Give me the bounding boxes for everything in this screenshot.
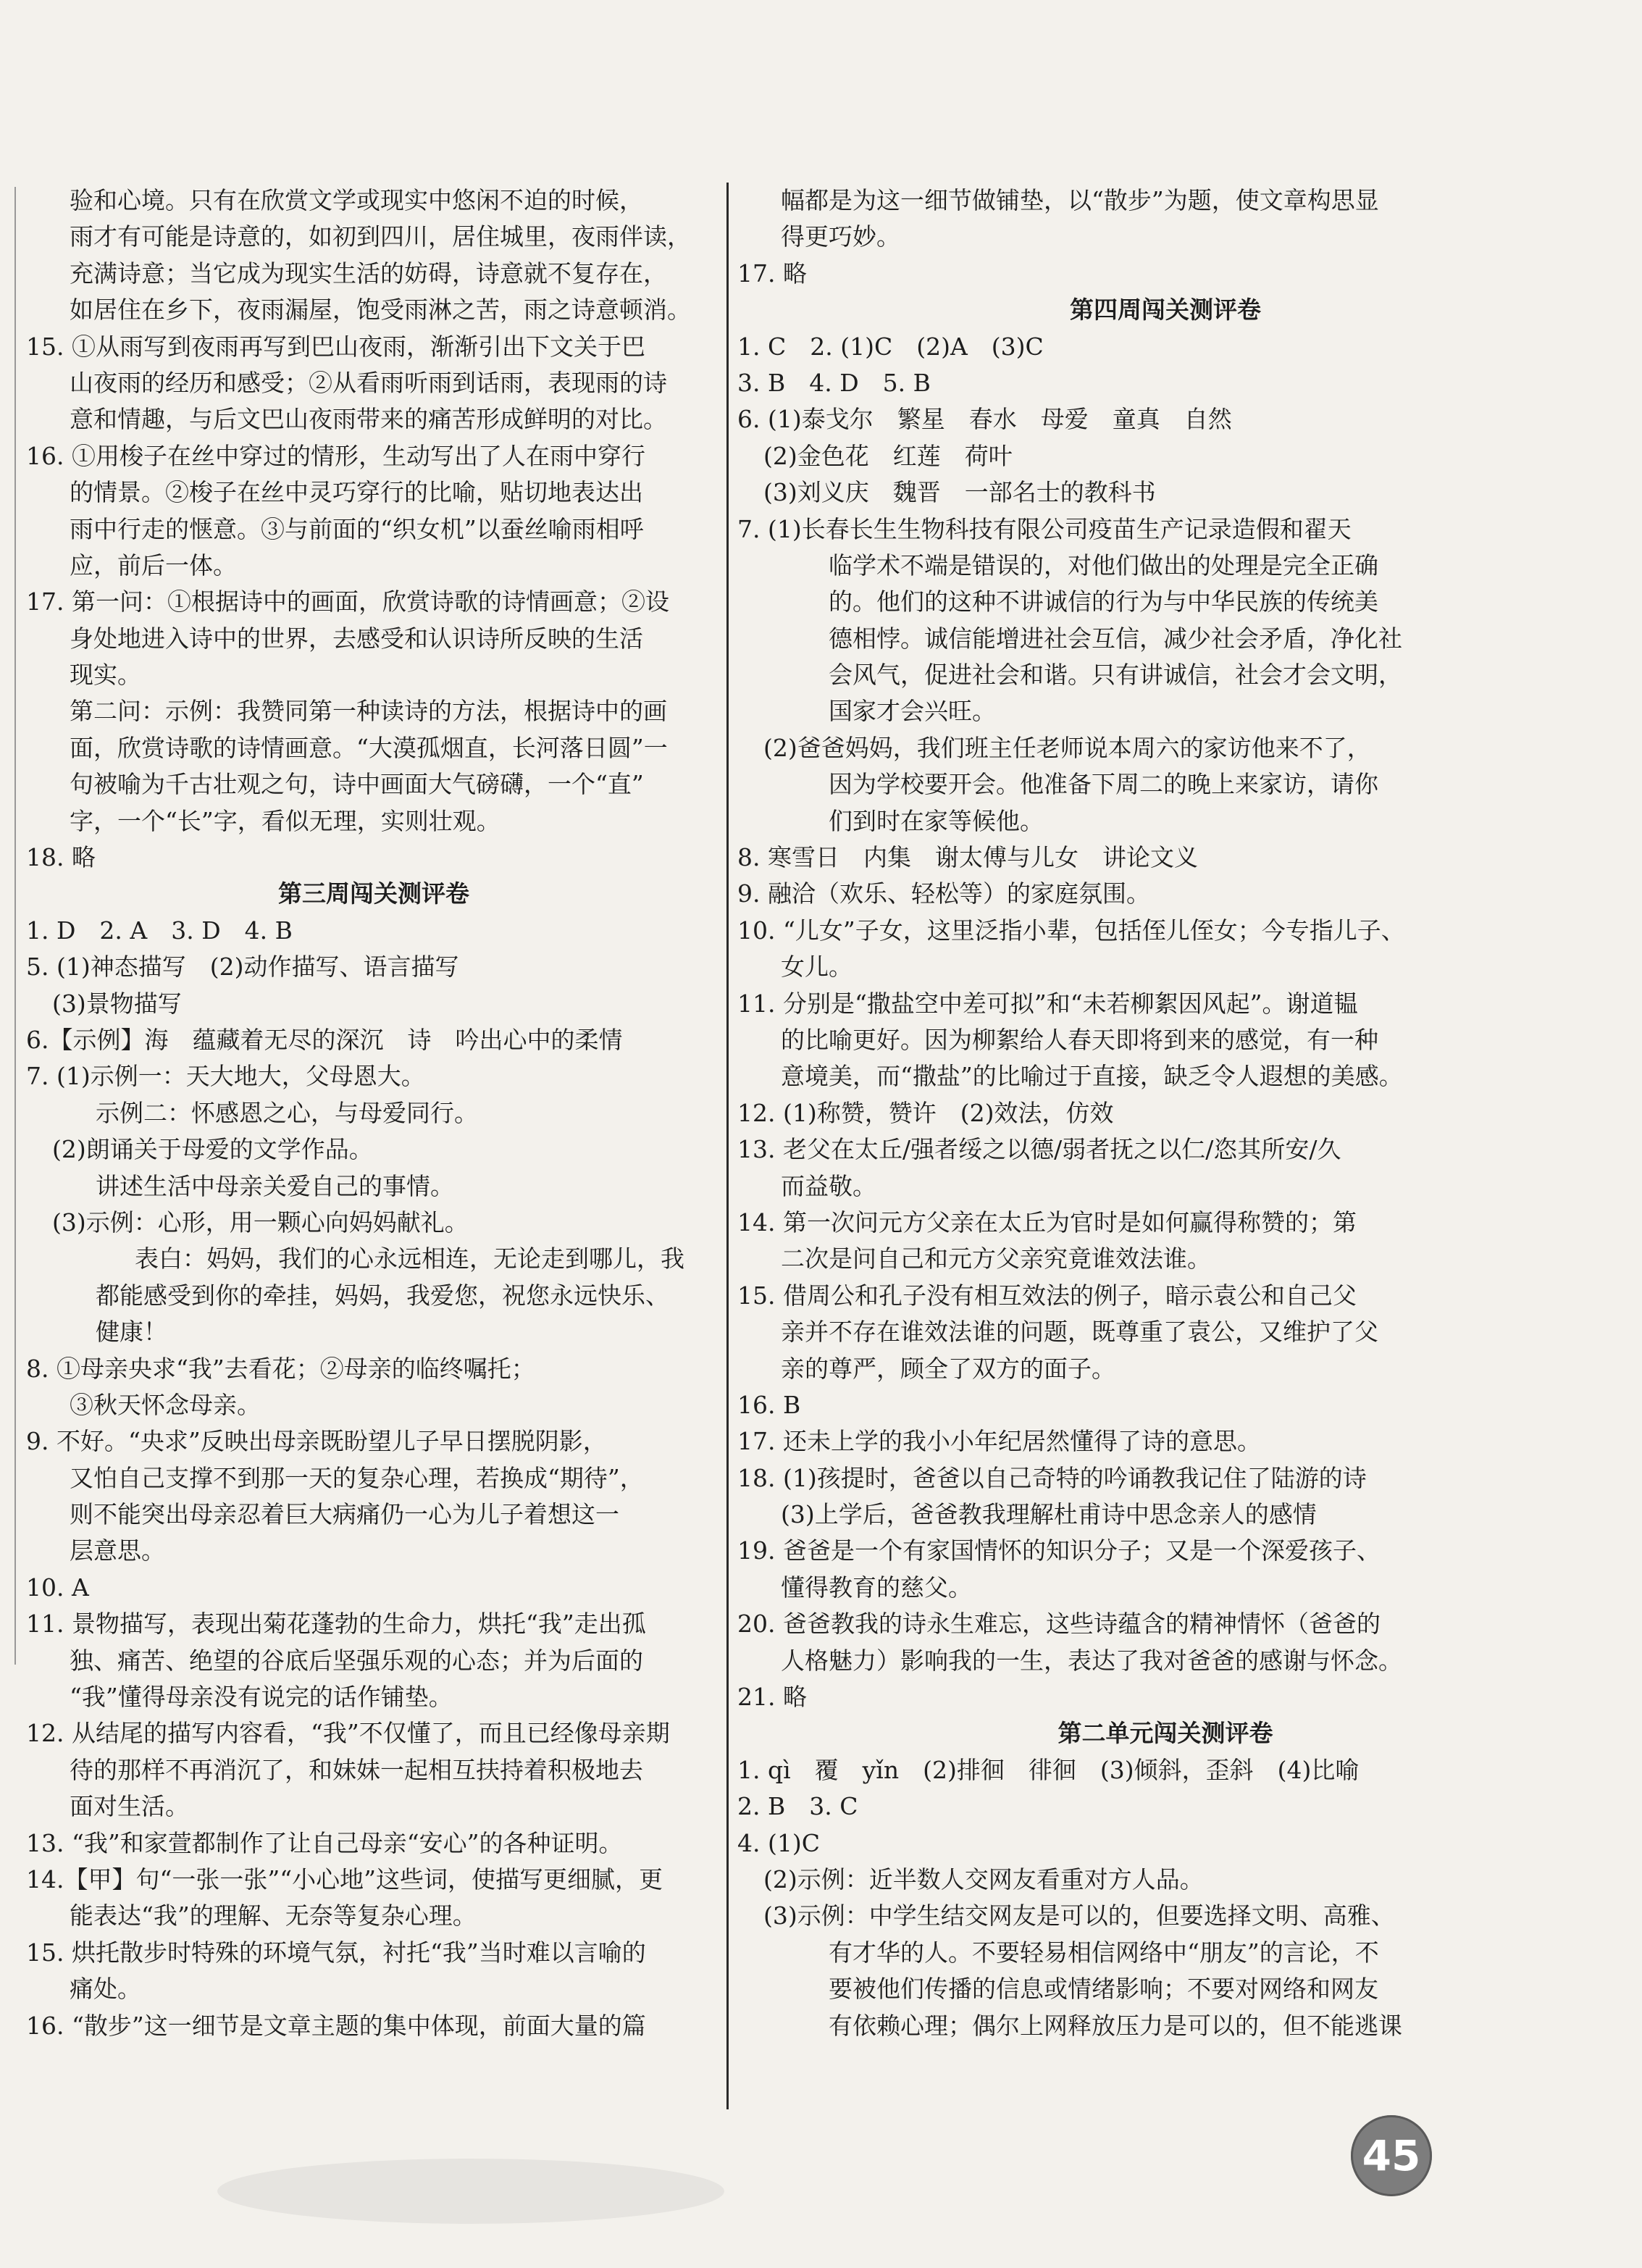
answer-line: 21. 略 [737,1683,807,1712]
answer-line: 13. “我”和家萱都制作了让自己母亲“安心”的各种证明。 [26,1828,623,1857]
answer-line: 8. ①母亲央求“我”去看花；②母亲的临终嘱托； [26,1354,535,1383]
answer-line: 16. ①用梭子在丝中穿过的情形，生动写出了人在雨中穿行 [26,441,645,470]
answer-line: 15. ①从雨写到夜雨再写到巴山夜雨，渐渐引出下文关于巴 [26,332,645,361]
answer-line: 幅都是为这一细节做铺垫，以“散步”为题，使文章构思显 [781,186,1379,214]
answer-line: 2. B 3. C [737,1792,858,1821]
section-heading: 第三周闯关测评卷 [278,879,469,908]
answer-line: 国家才会兴旺。 [829,697,996,726]
answer-line: 女儿。 [781,953,853,982]
answer-line: 10. “儿女”子女，这里泛指小辈，包括侄儿侄女；今专指儿子、 [737,916,1405,945]
answer-line: 10. A [26,1573,89,1602]
answer-line: 3. B 4. D 5. B [737,368,931,397]
answer-line: 9. 不好。“央求”反映出母亲既盼望儿子早日摆脱阴影， [26,1427,607,1456]
answer-line: 20. 爸爸教我的诗永生难忘，这些诗蕴含的精神情怀（爸爸的 [737,1610,1381,1639]
answer-line: 1. D 2. A 3. D 4. B [26,916,293,945]
answer-line: 雨中行走的惬意。③与前面的“织女机”以蚕丝喻雨相呼 [70,514,644,543]
answer-line: 层意思。 [70,1536,165,1565]
answer-line: 应，前后一体。 [70,551,237,579]
answer-line: 4. (1)C [737,1828,820,1857]
answer-line: 第二问：示例：我赞同第一种读诗的方法，根据诗中的画 [70,697,667,726]
answer-line: 懂得教育的慈父。 [781,1573,972,1602]
answer-line: 17. 还未上学的我小小年纪居然懂得了诗的意思。 [737,1427,1261,1456]
answer-line: 15. 借周公和孔子没有相互效法的例子，暗示袁公和自己父 [737,1281,1357,1310]
answer-line: (3)示例：中学生结交网友是可以的，但要选择文明、高雅、 [763,1901,1395,1930]
answer-line: 则不能突出母亲忍着巨大病痛仍一心为儿子着想这一 [70,1500,619,1529]
answer-line: 7. (1)示例一：天大地大，父母恩大。 [26,1062,425,1091]
left-column [26,183,721,2044]
answer-line: 又怕自己支撑不到那一天的复杂心理，若换成“期待”， [70,1463,644,1492]
answer-line: 14.【甲】句“一张一张”“小心地”这些词，使描写更细腻，更 [26,1865,663,1894]
answer-line: (2)爸爸妈妈，我们班主任老师说本周六的家访他来不了， [763,733,1371,762]
answer-line: 意和情趣，与后文巴山夜雨带来的痛苦形成鲜明的对比。 [70,405,667,434]
answer-line: 的情景。②梭子在丝中灵巧穿行的比喻，贴切地表达出 [70,478,643,507]
answer-line: 6.【示例】海 蕴藏着无尽的深沉 诗 吟出心中的柔情 [26,1025,623,1054]
answer-line: 而益敬。 [781,1171,876,1200]
page-edge-rule [14,187,16,1665]
answer-line: (3)示例：心形，用一颗心向妈妈献礼。 [52,1208,469,1236]
answer-line: 人格魅力）影响我的一生，表达了我对爸爸的感谢与怀念。 [781,1646,1402,1675]
answer-line: 14. 第一次问元方父亲在太丘为官时是如何赢得称赞的；第 [737,1208,1357,1236]
answer-line: 的。他们的这种不讲诚信的行为与中华民族的传统美 [829,587,1378,616]
answer-line: (3)景物描写 [52,989,182,1018]
answer-line: 面，欣赏诗歌的诗情画意。“大漠孤烟直，长河落日圆”一 [70,733,668,762]
answer-line: 能表达“我”的理解、无奈等复杂心理。 [70,1901,477,1930]
answer-line: (2)朗诵关于母爱的文学作品。 [52,1135,373,1164]
answer-line: 充满诗意；当它成为现实生活的妨碍，诗意就不复存在， [70,259,667,288]
answer-line: 现实。 [70,661,141,690]
page-number-badge: 45 [1351,2115,1432,2196]
answer-line: 的比喻更好。因为柳絮给人春天即将到来的感觉，有一种 [781,1025,1378,1054]
answer-line: 18. (1)孩提时，爸爸以自己奇特的吟诵教我记住了陆游的诗 [737,1463,1367,1492]
answer-line: 讲述生活中母亲关爱自己的事情。 [96,1171,454,1200]
answer-line: 验和心境。只有在欣赏文学或现实中悠闲不迫的时候， [70,186,643,214]
column-divider [726,183,729,2109]
answer-line: 19. 爸爸是一个有家国情怀的知识分子；又是一个深爱孩子、 [737,1536,1381,1565]
answer-line: 们到时在家等候他。 [829,806,1044,835]
answer-line: 独、痛苦、绝望的谷底后坚强乐观的心态；并为后面的 [70,1646,643,1675]
answer-line: ③秋天怀念母亲。 [70,1390,261,1419]
answer-line: 痛处。 [70,1975,141,2004]
answer-line: 得更巧妙。 [781,222,900,251]
answer-line: 有依赖心理；偶尔上网释放压力是可以的，但不能逃课 [829,2011,1402,2040]
section-heading: 第二单元闯关测评卷 [1057,1719,1273,1748]
answer-line: 二次是问自己和元方父亲究竟谁效法谁。 [781,1244,1211,1273]
answer-line: 15. 烘托散步时特殊的环境气氛，衬托“我”当时难以言喻的 [26,1938,646,1967]
answer-line: 13. 老父在太丘/强者绥之以德/弱者抚之以仁/恣其所安/久 [737,1135,1341,1164]
answer-line: 11. 分别是“撒盐空中差可拟”和“未若柳絮因风起”。谢道韫 [737,989,1358,1018]
answer-line: 待的那样不再消沉了，和妹妹一起相互扶持着积极地去 [70,1755,643,1784]
answer-line: 都能感受到你的牵挂，妈妈，我爱您，祝您永远快乐、 [96,1281,669,1310]
answer-line: 德相悖。诚信能增进社会互信，减少社会矛盾，净化社 [829,624,1402,653]
scan-smudge [217,2159,724,2224]
answer-line: “我”懂得母亲没有说完的话作铺垫。 [70,1683,453,1712]
answer-line: 亲并不存在谁效法谁的问题，既尊重了袁公，又维护了父 [781,1318,1378,1347]
answer-line: 雨才有可能是诗意的，如初到四川，居住城里，夜雨伴读， [70,222,691,251]
answer-line: 有才华的人。不要轻易相信网络中“朋友”的言论，不 [829,1938,1379,1967]
answer-line: 亲的尊严，顾全了双方的面子。 [781,1354,1115,1383]
answer-line: (3)上学后，爸爸教我理解杜甫诗中思念亲人的感情 [781,1500,1317,1529]
answer-line: 1. C 2. (1)C (2)A (3)C [737,332,1044,361]
answer-line: 会风气，促进社会和谐。只有讲诚信，社会才会文明， [829,661,1402,690]
answer-line: 示例二：怀感恩之心，与母爱同行。 [96,1098,478,1127]
answer-line: 8. 寒雪日 内集 谢太傅与儿女 讲论文义 [737,843,1198,872]
answer-line: 12. (1)称赞，赞许 (2)效法，仿效 [737,1098,1114,1127]
answer-line: 山夜雨的经历和感受；②从看雨听雨到话雨，表现雨的诗 [70,368,667,397]
answer-line: (2)示例：近半数人交网友看重对方人品。 [763,1865,1204,1894]
answer-line: 16. B [737,1390,801,1419]
answer-line: 17. 略 [737,259,807,288]
answer-line: 9. 融洽（欢乐、轻松等）的家庭氛围。 [737,879,1150,908]
answer-line: 因为学校要开会。他准备下周二的晚上来家访，请你 [829,770,1378,799]
answer-line: 12. 从结尾的描写内容看，“我”不仅懂了，而且已经像母亲期 [26,1719,670,1748]
answer-line: 17. 第一问：①根据诗中的画面，欣赏诗歌的诗情画意；②设 [26,587,669,616]
answer-line: 字，一个“长”字，看似无理，实则壮观。 [70,806,500,835]
answer-line: 5. (1)神态描写 (2)动作描写、语言描写 [26,953,459,982]
answer-line: 健康！ [96,1318,167,1347]
right-column [737,183,1593,2044]
answer-line: 身处地进入诗中的世界，去感受和认识诗所反映的生活 [70,624,643,653]
answer-line: (3)刘义庆 魏晋 一部名士的教科书 [763,478,1156,507]
answer-line: 意境美，而“撒盐”的比喻过于直接，缺乏令人遐想的美感。 [781,1062,1403,1091]
answer-line: 如居住在乡下，夜雨漏屋，饱受雨淋之苦，雨之诗意顿消。 [70,296,691,325]
answer-line: 7. (1)长春长生生物科技有限公司疫苗生产记录造假和翟天 [737,514,1352,543]
answer-line: 16. “散步”这一细节是文章主题的集中体现，前面大量的篇 [26,2011,646,2040]
answer-line: 6. (1)泰戈尔 繁星 春水 母爱 童真 自然 [737,405,1232,434]
answer-line: 1. qì 覆 yǐn (2)排徊 徘徊 (3)倾斜，歪斜 (4)比喻 [737,1755,1360,1784]
answer-line: 句被喻为千古壮观之句，诗中画面大气磅礴，一个“直” [70,770,644,799]
answer-line: 表白：妈妈，我们的心永远相连，无论走到哪儿，我 [135,1244,684,1273]
answer-line: 面对生活。 [70,1792,189,1821]
section-heading: 第四周闯关测评卷 [1070,296,1261,325]
answer-line: 11. 景物描写，表现出菊花蓬勃的生命力，烘托“我”走出孤 [26,1610,646,1639]
answer-line: 要被他们传播的信息或情绪影响；不要对网络和网友 [829,1975,1378,2004]
answer-line: 18. 略 [26,843,96,872]
answer-line: (2)金色花 红莲 荷叶 [763,441,1013,470]
answer-line: 临学术不端是错误的，对他们做出的处理是完全正确 [829,551,1378,579]
